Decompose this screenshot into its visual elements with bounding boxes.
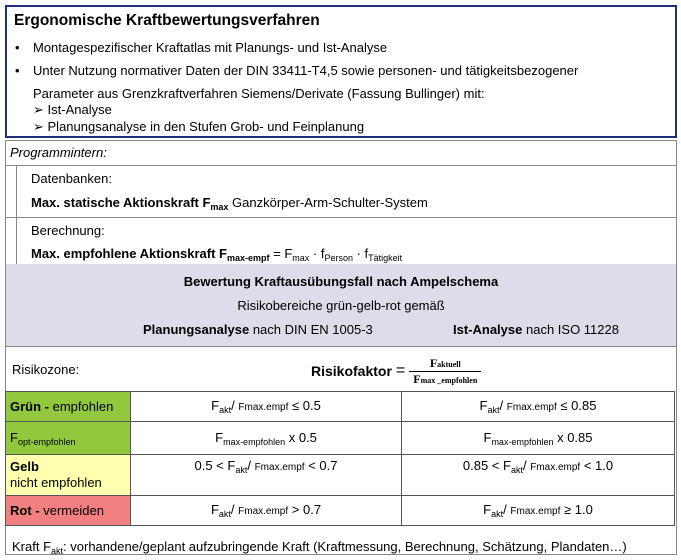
footer-note: Kraft $F_{akt}$: vorhandene/geplant aufzubringende Kraft (Kraftmessung, Berechnung, Schätzung, Plandaten…) [12, 539, 627, 556]
zone-optimum: $F_{opt-empfohlen}$ [6, 422, 131, 455]
ist-cell: $F_{max-empfohlen}$ x 0.85 [402, 422, 675, 455]
table-row [6, 455, 675, 496]
datenbanken-section [6, 165, 676, 218]
table-row [6, 496, 675, 526]
zone-rot: Rot - vermeiden [6, 496, 131, 526]
bullet-item: • Montagespezifischer Kraftatlas mit Planungs- und Ist-Analyse [15, 40, 388, 55]
title-box [5, 5, 677, 138]
ampel-subline: Risikobereiche grün-gelb-rot gemäß [237, 298, 445, 313]
istanalyse-norm: Ist-Analyse nach ISO 11228 [453, 322, 619, 337]
risikozone-label: Risikozone: [12, 362, 80, 377]
content-frame [5, 140, 677, 555]
bullet-item: • Unter Nutzung normativer Daten der DIN 33411-T4,5 sowie personen- und tätigkeitsbezogener [15, 63, 579, 78]
programmintern-label: Programmintern: [10, 145, 107, 160]
table-row [6, 422, 675, 455]
arrow-item: ➢ Planungsanalyse in den Stufen Grob- und Feinplanung [33, 119, 365, 134]
risikofaktor-formula: Risikofaktor = $\frac{\text{Faktuell}}{\text{Fmax \_empfohlen}}$ [311, 351, 481, 391]
programmintern-section [6, 141, 676, 166]
planung-cell: $F_{akt}/$ Fmax.empf ≤ 0.5 [131, 392, 402, 422]
param-line: Parameter aus Grenzkraftverfahren Siemens/Derivate (Fassung Bullinger) mit: [33, 86, 485, 101]
planung-cell: $F_{max-empfohlen}$ x 0.5 [131, 422, 402, 455]
datenbanken-text: Max. statische Aktionskraft $F_{max}$ Ganzkörper-Arm-Schulter-System [31, 195, 428, 212]
ampel-section [6, 264, 676, 347]
zone-gruen: Grün - empfohlen [6, 392, 131, 422]
table-row [6, 392, 675, 422]
ist-cell: $F_{akt}/$ Fmax.empf ≤ 0.85 [402, 392, 675, 422]
ist-cell: $0.85 < F_{akt}/$ Fmax.empf < 1.0 [402, 455, 675, 496]
ampel-heading: Bewertung Kraftausübungsfall nach Ampelschema [183, 274, 499, 289]
page-title: Ergonomische Kraftbewertungsverfahren [14, 12, 320, 29]
risk-table [5, 391, 675, 526]
zone-gelb: Gelb nicht empfohlen [6, 455, 131, 496]
berechnung-label: Berechnung: [31, 223, 105, 238]
arrow-item: ➢ Ist-Analyse [33, 102, 112, 117]
berechnung-section [6, 217, 676, 264]
datenbanken-label: Datenbanken: [31, 171, 112, 186]
planung-cell: $F_{akt}/$ Fmax.empf > 0.7 [131, 496, 402, 526]
planungsanalyse-norm: Planungsanalyse nach DIN EN 1005-3 [143, 322, 373, 337]
berechnung-formula: Max. empfohlene Aktionskraft $F_{max-empf} = F_{max} \cdot f_{Person} \cdot f_{Tätigkeit}$ [31, 246, 403, 263]
planung-cell: $0.5 < F_{akt}/$ Fmax.empf < 0.7 [131, 455, 402, 496]
ist-cell: $F_{akt}/$ Fmax.empf ≥ 1.0 [402, 496, 675, 526]
